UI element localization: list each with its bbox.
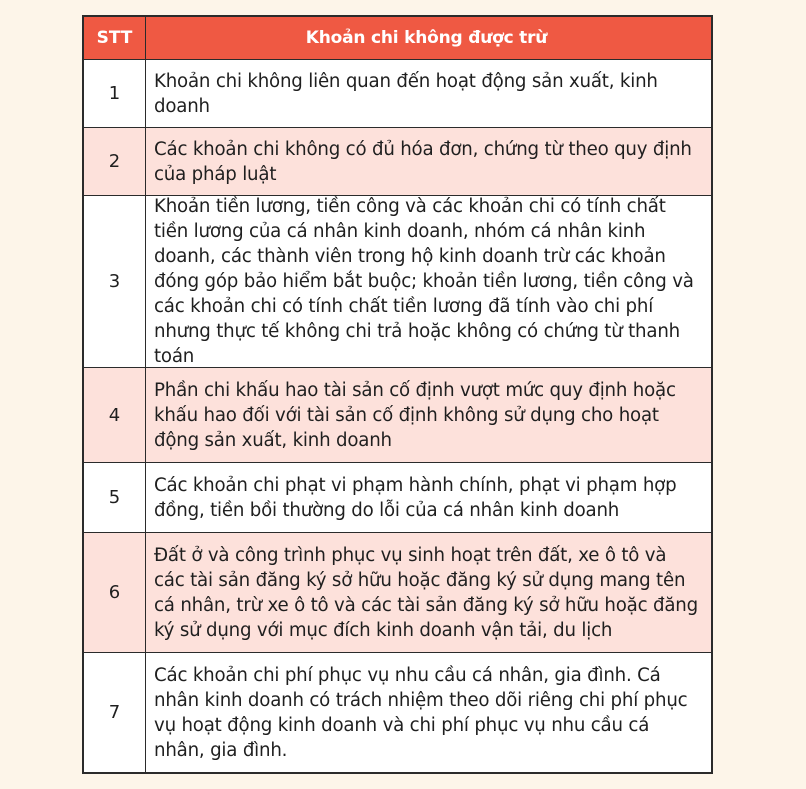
non-deductible-expenses-table	[82, 15, 713, 774]
row-content: Các khoản chi phạt vi phạm hành chính, phạt vi phạm hợp đồng, tiền bồi thường do lỗi của cá nhân kinh doanh	[154, 474, 677, 521]
table-row	[84, 195, 711, 367]
row-content: Phần chi khấu hao tài sản cố định vượt mức quy định hoặc khấu hao đối với tài sản cố định không sử dụng cho hoạt động sản xuất, kinh doanh	[154, 379, 676, 451]
row-content: Đất ở và công trình phục vụ sinh hoạt trên đất, xe ô tô và các tài sản đăng ký sở hữu hoặc đăng ký sử dụng mang tên cá nhân, trừ xe ô tô và các tài sản đăng ký sở hữu hoặc đăng ký sử dụng với mục đích kinh doanh vận tải, du lịch	[154, 544, 698, 641]
row-content: Các khoản chi phí phục vụ nhu cầu cá nhân, gia đình. Cá nhân kinh doanh có trách nhiệm theo dõi riêng chi phí phục vụ hoạt động kinh doanh và chi phí phục vụ nhu cầu cá nhân, gia đình.	[154, 664, 688, 761]
row-stt: 5	[84, 463, 146, 532]
header-expense-item: Khoản chi không được trừ	[305, 27, 548, 48]
header-stt: STT	[84, 17, 146, 59]
table-row	[84, 127, 711, 195]
row-stt: 7	[84, 653, 146, 772]
table-row	[84, 652, 711, 772]
table-row	[84, 59, 711, 127]
row-stt: 2	[84, 128, 146, 195]
row-stt: 3	[84, 196, 146, 367]
table-row	[84, 367, 711, 462]
table-header-row	[84, 17, 711, 59]
row-stt: 4	[84, 368, 146, 462]
row-stt: 1	[84, 60, 146, 127]
row-content: Khoản chi không liên quan đến hoạt động sản xuất, kinh doanh	[154, 70, 658, 117]
table-row	[84, 462, 711, 532]
row-stt: 6	[84, 533, 146, 652]
row-content: Các khoản chi không có đủ hóa đơn, chứng từ theo quy định của pháp luật	[154, 138, 692, 185]
row-content: Khoản tiền lương, tiền công và các khoản chi có tính chất tiền lương của cá nhân kinh doanh, nhóm cá nhân kinh doanh, các thành viên trong hộ kinh doanh trừ các khoản đóng góp bảo hiểm bắt buộc; khoản tiền lương, tiền công và các khoản chi có tính chất tiền lương đã tính vào chi phí nhưng thực tế không chi trả hoặc không có chứng từ thanh toán	[154, 196, 694, 367]
table-row	[84, 532, 711, 652]
